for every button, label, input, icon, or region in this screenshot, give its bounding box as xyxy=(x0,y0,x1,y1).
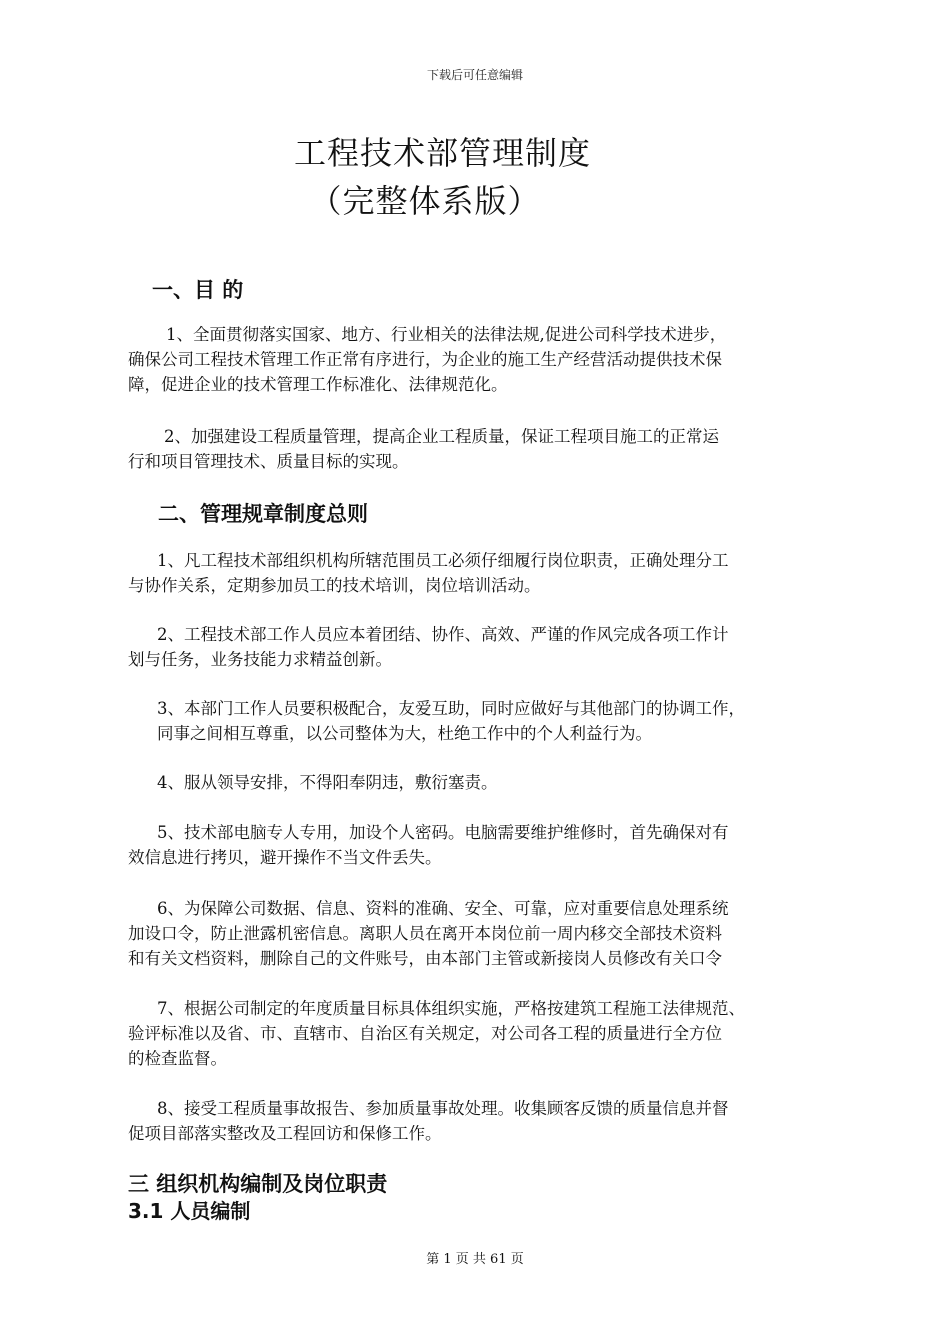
document-title: 工程技术部管理制度 xyxy=(293,134,591,172)
section2-para-6: 6、为保障公司数据、信息、资料的准确、安全、可靠，应对重要信息处理系统 加设口令，防止泄露机密信息。离职人员在离开本岗位前一周内移交全部技术资料 和有关文档资料，删除自己的文件账号，由本部门主管或新接岗人员修改有关口令 xyxy=(128,899,729,968)
section2-para-8: 8、接受工程质量事故报告、参加质量事故处理。收集顾客反馈的质量信息并督 促项目部落实整改及工程回访和保修工作。 xyxy=(128,1099,729,1143)
section2-para-3: 3、本部门工作人员要积极配合，友爱互助，同时应做好与其他部门的协调工作， 同事之间相互尊重，以公司整体为大，杜绝工作中的个人利益行为。 xyxy=(157,699,745,743)
section3-heading: 三 组织机构编制及岗位职责 xyxy=(128,1172,388,1196)
page-footer: 第 1 页 共 61 页 xyxy=(426,1252,524,1267)
section2-para-5: 5、技术部电脑专人专用，加设个人密码。电脑需要维护维修时，首先确保对有 效信息进行拷贝，避开操作不当文件丢失。 xyxy=(128,823,729,867)
section2-para-2: 2、工程技术部工作人员应本着团结、协作、高效、严谨的作风完成各项工作计 划与任务，业务技能力求精益创新。 xyxy=(128,625,729,669)
section2-para-4: 4、服从领导安排，不得阳奉阴违，敷衍塞责。 xyxy=(157,773,498,792)
section3-subheading: 3.1 人员编制 xyxy=(128,1199,251,1223)
section1-para-1: 1、全面贯彻落实国家、地方、行业相关的法律法规,促进公司科学技术进步， 确保公司工程技术管理工作正常有序进行，为企业的施工生产经营活动提供技术保 障，促进企业的技术管理工作标准化、法律规范化。 xyxy=(128,325,727,394)
header-note: 下载后可任意编辑 xyxy=(426,68,523,82)
section1-heading: 一、目 的 xyxy=(152,278,244,302)
section2-heading: 二、管理规章制度总则 xyxy=(158,502,368,526)
section2-para-7: 7、根据公司制定的年度质量目标具体组织实施，严格按建筑工程施工法律规范、 验评标准以及省、市、直辖市、自治区有关规定，对公司各工程的质量进行全方位 的检查监督。 xyxy=(128,999,745,1068)
section1-para-2: 2、加强建设工程质量管理，提高企业工程质量，保证工程项目施工的正常运 行和项目管理技术、质量目标的实现。 xyxy=(128,427,719,471)
section2-para-1: 1、凡工程技术部组织机构所辖范围员工必须仔细履行岗位职责，正确处理分工 与协作关系，定期参加员工的技术培训，岗位培训活动。 xyxy=(128,551,729,595)
document-subtitle: （完整体系版） xyxy=(309,182,541,220)
